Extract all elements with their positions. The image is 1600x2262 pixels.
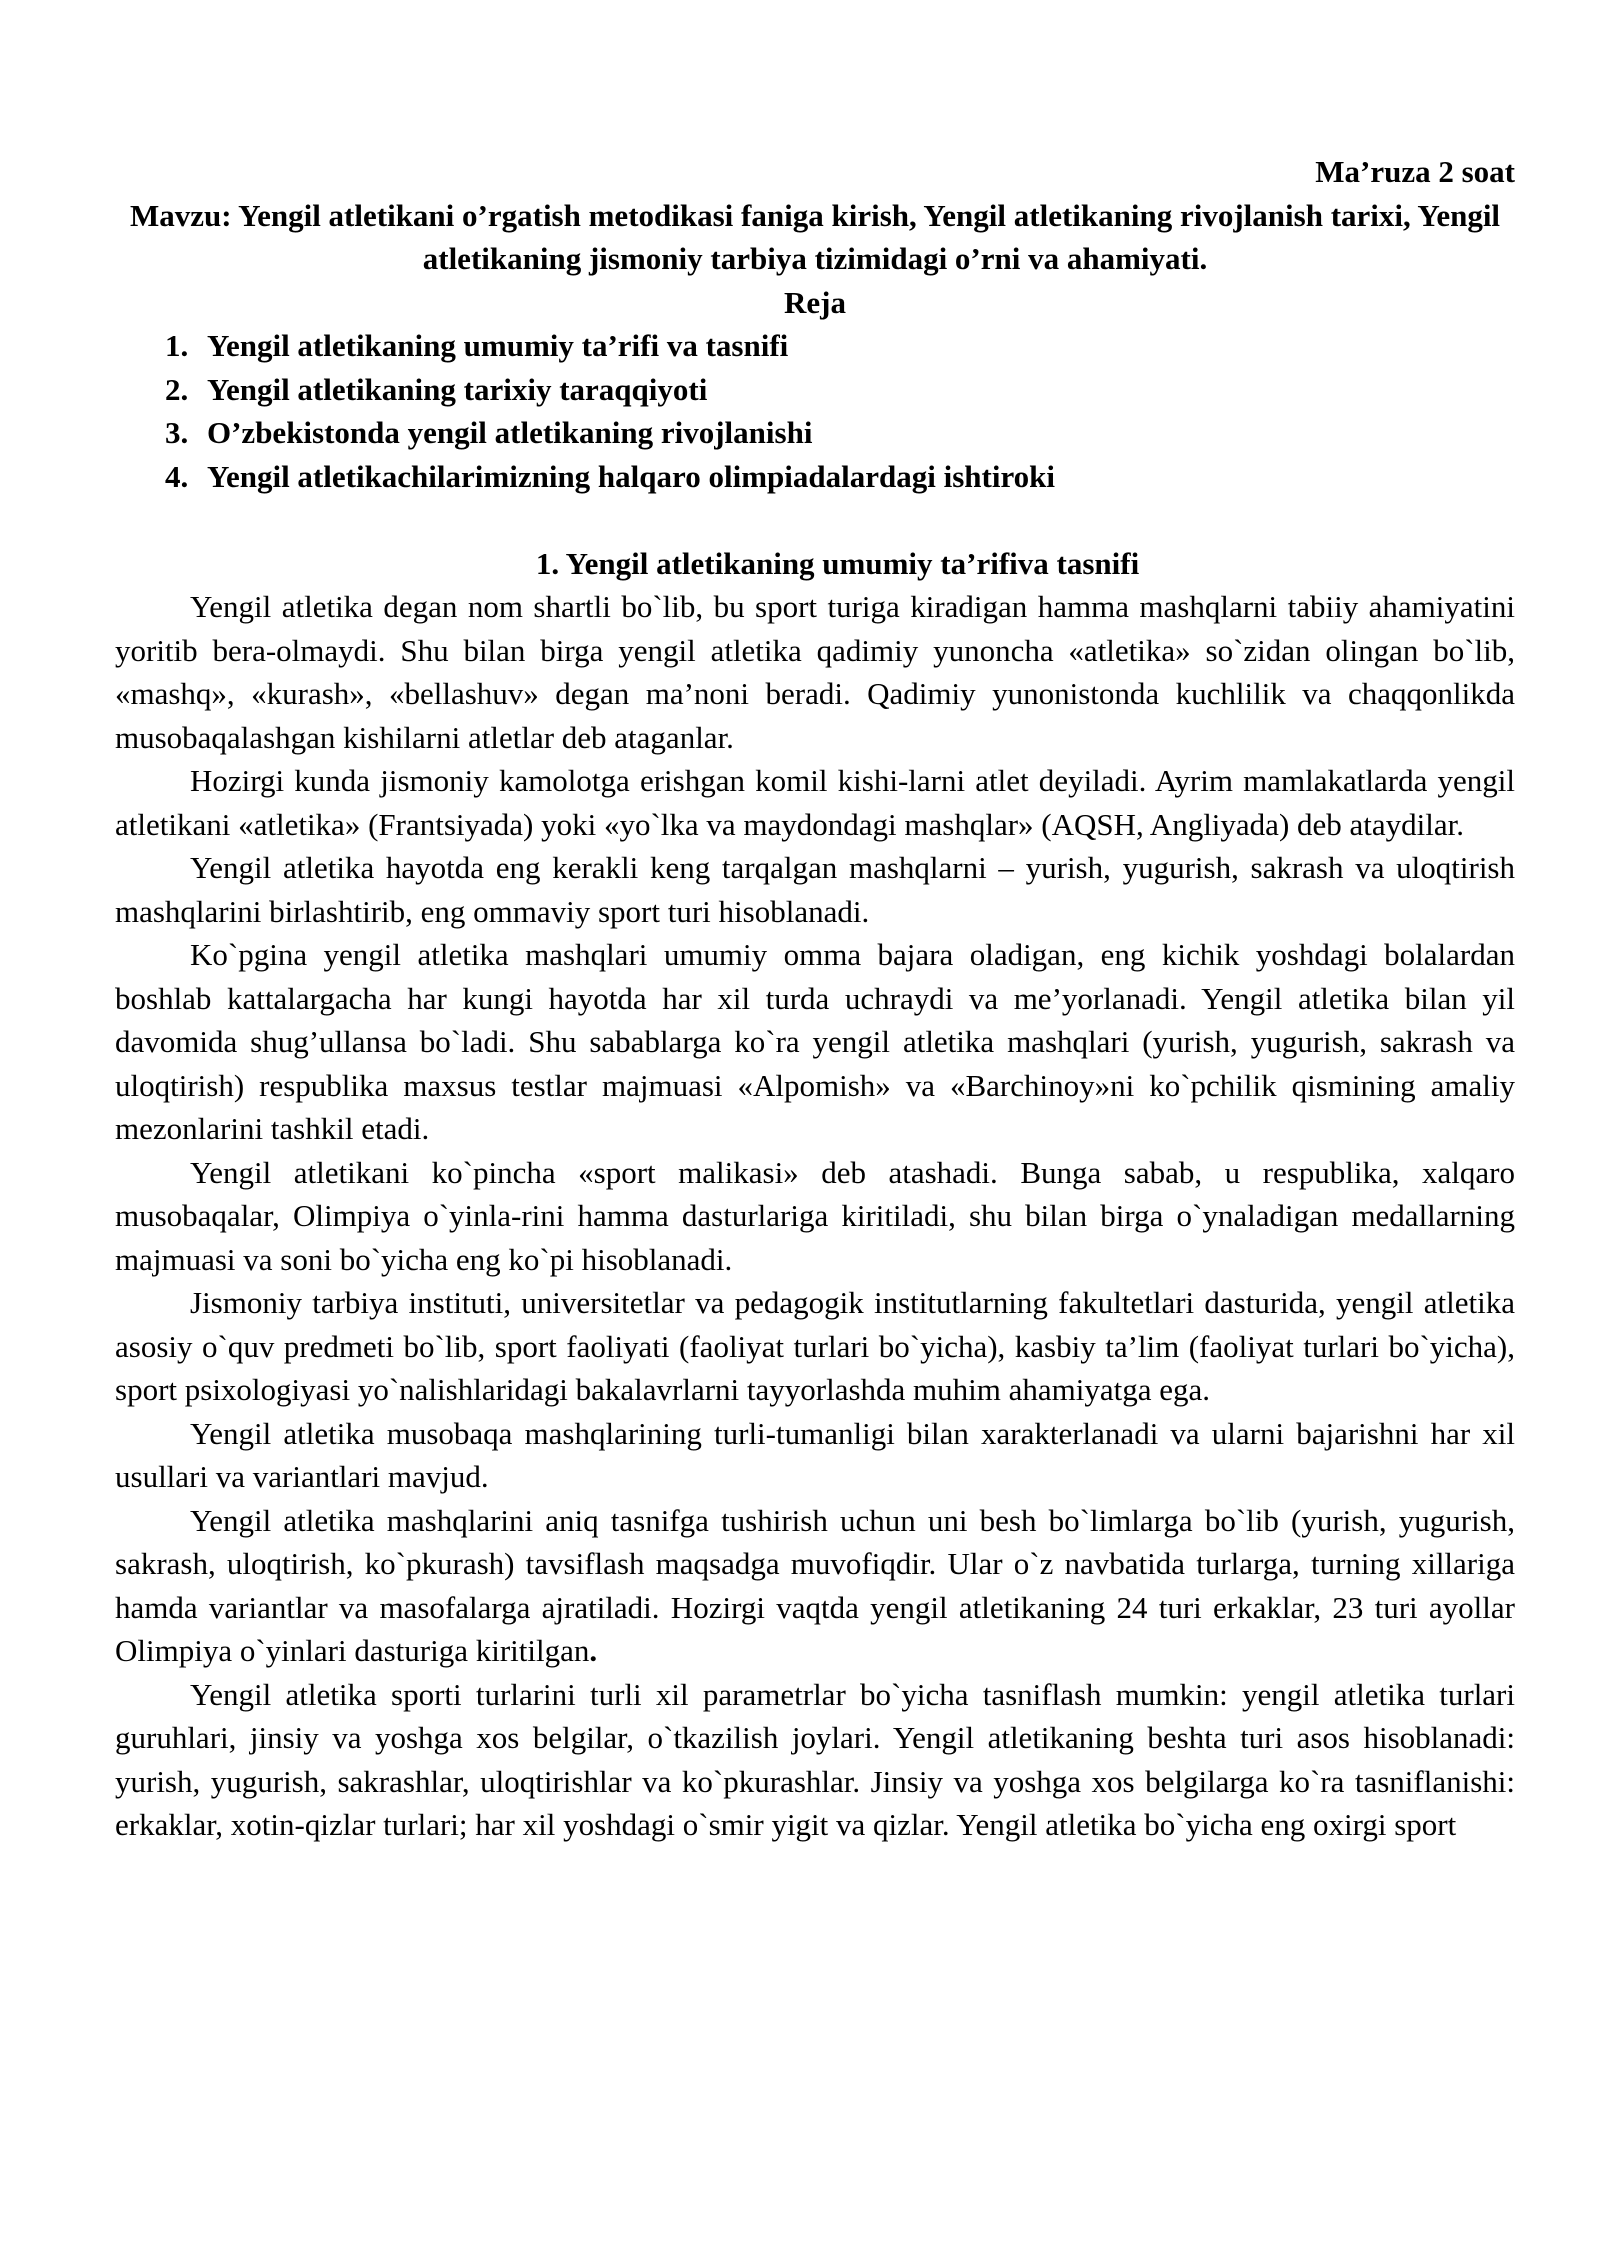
plan-item-number: 3. (165, 415, 189, 450)
plan-title: Reja (784, 284, 846, 320)
document-page (115, 150, 1515, 1847)
plan-list (115, 324, 1515, 498)
paragraph (115, 1499, 1515, 1673)
topic-heading: Mavzu: Yengil atletikani o’rgatish metodikasi faniga kirish, Yengil atletikaning rivojlanish tarixi, Yengil atletikaning jismoniy tarbiya tizimidagi o’rni va ahamiyati. (129, 197, 1501, 276)
lecture-hours: Ma’ruza 2 soat (1315, 154, 1515, 189)
paragraph: Yengil atletika hayotda eng kerakli keng tarqalgan mashqlarni – yurish, yugurish, sakrash va uloqtirish mashqlarini birlashtirib, eng ommaviy sport turi hisoblanadi. (115, 850, 1515, 929)
paragraph: Yengil atletika musobaqa mashqlarining turli-tumanligi bilan xarakterlanadi va ularni bajarishni har xil usullari va variantlari mavjud. (115, 1415, 1515, 1494)
plan-item-number: 2. (165, 371, 189, 407)
plan-item (115, 411, 1515, 455)
paragraph: Ko`pgina yengil atletika mashqlari umumiy omma bajara oladigan, eng kichik yoshdagi bolalardan boshlab kattalargacha har kungi hayotda har xil turda uchraydi va me’yorlanadi. Yengil atletika bilan yil davomida shug’ullansa bo`ladi. Shu sabablarga ko`ra yengil atletika mashqlari (yurish, yugurish, sakrash va uloqtirish) respublika maxsus testlar majmuasi «Alpomish» va «Barchinoy»ni ko`pchilik qismining amaliy mezonlarini tashkil etadi. (115, 937, 1515, 1146)
plan-item (115, 455, 1515, 499)
plan-item-number: 1. (165, 328, 189, 363)
paragraph: Yengil atletika sporti turlarini turli xil parametrlar bo`yicha tasniflash mumkin: yengil atletika turlari guruhlari, jinsiy va yoshga xos belgilar, o`tkazilish joylari. Yengil atletikaning beshta turi asos hisoblanadi: yurish, yugurish, sakrashlar, uloqtirishlar va ko`pkurashlar. Jinsiy va yoshga xos belgilarga ko`ra tasniflanishi: erkaklar, xotin-qizlar turlari; har xil yoshdagi o`smir yigit va qizlar. Yengil atletika bo`yicha eng oxirgi sport (115, 1676, 1515, 1842)
paragraph: Hozirgi kunda jismoniy kamolotga erishgan komil kishi-larni atlet deyiladi. Ayrim mamlakatlarda yengil atletikani «atletika» (Frantsiyada) yoki «yo`lka va maydondagi mashqlar» (AQSH, Angliyada) deb ataydilar. (115, 763, 1515, 842)
plan-item-text: Yengil atletikaning tarixiy taraqqiyoti (207, 371, 708, 407)
plan-item (115, 368, 1515, 412)
plan-item-text: Yengil atletikaning umumiy ta’rifi va tasnifi (207, 328, 789, 363)
plan-item-number: 4. (165, 458, 189, 494)
paragraph: Yengil atletikani ko`pincha «sport malikasi» deb atashadi. Bunga sabab, u respublika, xalqaro musobaqalar, Olimpiya o`yinla-rini hamma dasturlariga kiritiladi, shu bilan birga o`ynaladigan medallarning majmuasi va soni bo`yicha eng ko`pi hisoblanadi. (115, 1154, 1515, 1277)
plan-item-text: Yengil atletikachilarimizning halqaro olimpiadalardagi ishtiroki (207, 458, 1056, 494)
blank-line (115, 498, 1515, 542)
paragraph: Yengil atletika degan nom shartli bo`lib, bu sport turiga kiradigan hamma mashqlarni tabiiy ahamiyatini yoritib bera-olmaydi. Shu bilan birga yengil atletika qadimiy yunoncha «atletika» so`zidan olingan bo`lib, «mashq», «kurash», «bellashuv» degan ma’noni beradi. Qadimiy yunonistonda kuchlilik va chaqqonlikda musobaqalashgan kishilarni atletlar deb ataganlar. (115, 589, 1515, 755)
paragraph-text: Yengil atletika mashqlarini aniq tasnifga tushirish uchun uni besh bo`limlarga bo`lib (yurish, yugurish, sakrash, uloqtirish, ko`pkurash) tavsiflash maqsadga muvofiqdir. Ular o`z navbatida turlarga, turning xillariga hamda variantlar va masofalarga ajratiladi. Hozirgi vaqtda yengil atletikaning 24 turi erkaklar, 23 turi ayollar Olimpiya o`yinlari dasturiga kiritilgan (115, 1502, 1515, 1668)
paragraph: Jismoniy tarbiya instituti, universitetlar va pedagogik institutlarning fakultetlari dasturida, yengil atletika asosiy o`quv predmeti bo`lib, sport faoliyati (faoliyat turlari bo`yicha), kasbiy ta’lim (faoliyat turlari bo`yicha), sport psixologiyasi yo`nalishlaridagi bakalavrlarni tayyorlashda muhim ahamiyatga ega. (115, 1285, 1515, 1407)
bold-period: . (589, 1633, 598, 1668)
section-title: 1. Yengil atletikaning umumiy ta’rifiva tasnifi (535, 545, 1140, 581)
plan-item (115, 324, 1515, 368)
plan-item-text: O’zbekistonda yengil atletikaning rivojlanishi (207, 415, 813, 450)
